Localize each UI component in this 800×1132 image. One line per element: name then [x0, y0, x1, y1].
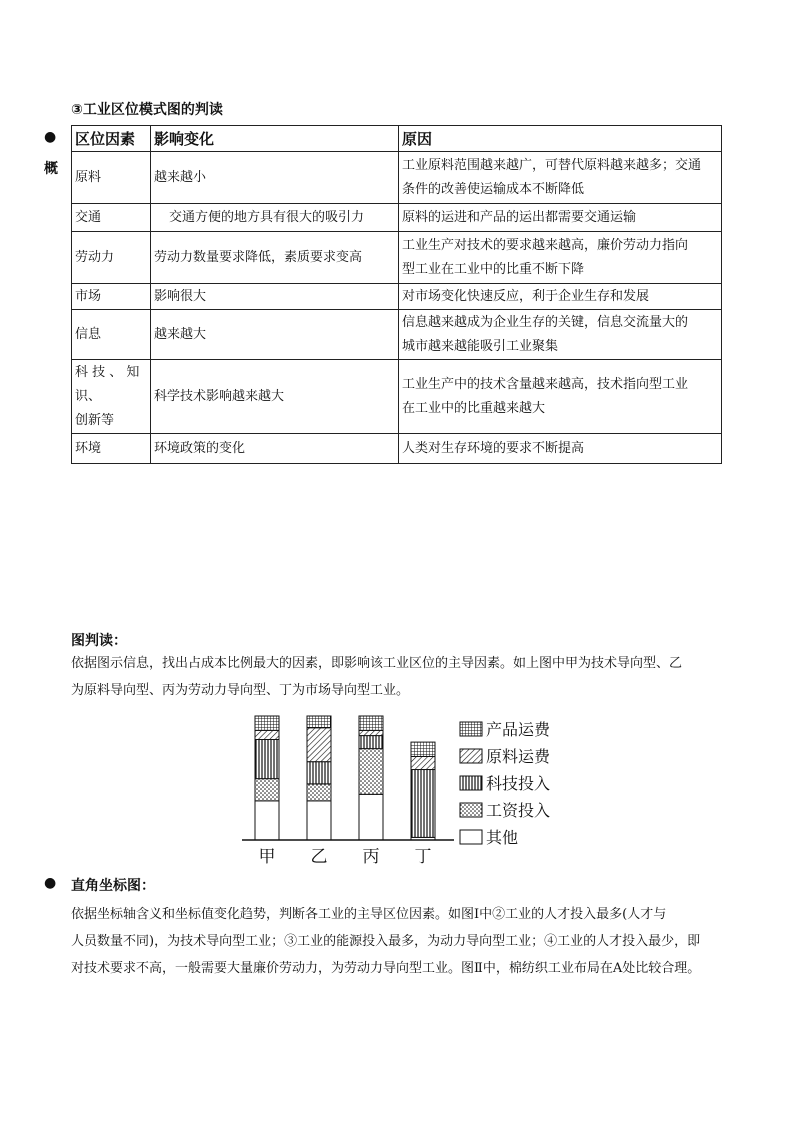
- change-cell: 越来越小: [151, 152, 399, 204]
- table-row: [72, 284, 722, 310]
- reason-cell: [399, 204, 722, 232]
- reason-cell: [399, 360, 722, 434]
- bar-segment-产品运费: [411, 742, 435, 756]
- bar-segment-其他: [307, 801, 331, 840]
- reason-line: 条件的改善使运输成本不断降低: [402, 181, 585, 197]
- change-cell: 影响很大: [151, 284, 399, 310]
- legend-swatch: [460, 830, 482, 844]
- reason-line: 原料的运进和产品的运出都需要交通运输: [402, 209, 637, 225]
- bullet-marker: ●: [44, 875, 57, 891]
- section-heading-coordinate-chart: 直角坐标图：: [71, 878, 155, 894]
- header-reason: 原因: [399, 126, 722, 152]
- bar-segment-产品运费: [359, 716, 383, 730]
- table-row: [72, 152, 722, 204]
- legend-swatch: [460, 776, 482, 790]
- bar-segment-工资投入: [359, 749, 383, 795]
- legend-swatch: [460, 722, 482, 736]
- bar-segment-原料运费: [411, 756, 435, 769]
- legend-label: 其他: [486, 828, 519, 847]
- reason-cell: [399, 434, 722, 464]
- location-factor-table: [71, 125, 722, 464]
- paragraph-line: 对技术要求不高，一般需要大量廉价劳动力，为劳动力导向型工业。图Ⅱ中，棉纺织工业布局在A处比较合理。: [71, 961, 701, 976]
- reason-line: 人类对生存环境的要求不断提高: [402, 440, 585, 456]
- factor-cell: 市场: [72, 284, 151, 310]
- change-cell: 越来越大: [151, 310, 399, 360]
- reason-line: 型工业在工业中的比重不断下降: [402, 261, 585, 277]
- header-factor: 区位因素: [72, 126, 151, 152]
- bar-segment-科技投入: [411, 770, 435, 838]
- paragraph-line: 为原料导向型、丙为劳动力导向型、丁为市场导向型工业。: [71, 683, 410, 698]
- reason-line: 工业生产对技术的要求越来越高，廉价劳动力指向: [402, 237, 689, 253]
- reason-line: 在工业中的比重越来越大: [402, 400, 546, 416]
- paragraph-line: 依据坐标轴含义和坐标值变化趋势，判断各工业的主导区位因素。如图Ⅰ中②工业的人才投入最多(人才与: [71, 907, 667, 922]
- paragraph-line: 依据图示信息，找出占成本比例最大的因素，即影响该工业区位的主导因素。如上图中甲为技术导向型、乙: [71, 656, 683, 671]
- factor-cell: 信息: [72, 310, 151, 360]
- bar-segment-其他: [359, 794, 383, 840]
- coordinate-chart-paragraph: [71, 901, 771, 982]
- factor-line: 识、: [75, 388, 102, 404]
- reason-line: 对市场变化快速反应，利于企业生存和发展: [402, 288, 650, 304]
- reason-cell: [399, 152, 722, 204]
- change-cell: 科学技术影响越来越大: [151, 360, 399, 434]
- table-header-row: [72, 126, 722, 152]
- bullet-marker: ●: [44, 129, 57, 145]
- bar-segment-工资投入: [307, 784, 331, 801]
- bar-segment-科技投入: [307, 762, 331, 784]
- legend-label: 工资投入: [486, 801, 551, 820]
- factor-cell: 原料: [72, 152, 151, 204]
- factor-cell: [72, 360, 151, 434]
- section-heading-chart-reading: 图判读：: [71, 633, 127, 649]
- bar-segment-原料运费: [255, 730, 279, 739]
- factor-line: 创新等: [75, 412, 115, 428]
- chart-reading-paragraph: [71, 650, 761, 704]
- cost-structure-chart: [240, 712, 560, 872]
- bar-segment-原料运费: [307, 728, 331, 762]
- change-cell: 劳动力数量要求降低，素质要求变高: [151, 232, 399, 284]
- stacked-bar-chart-svg: [240, 712, 560, 872]
- paragraph-line: 人员数量不同)，为技术导向型工业；③工业的能源投入最多，为动力导向型工业；④工业的人才投入最少，即: [71, 934, 701, 949]
- factor-line: 科 技 、 知: [75, 364, 140, 380]
- change-cell: 环境政策的变化: [151, 434, 399, 464]
- table-row: [72, 434, 722, 464]
- header-change: 影响变化: [151, 126, 399, 152]
- reason-line: 信息越来越成为企业生存的关键，信息交流量大的: [402, 314, 689, 330]
- category-label: 乙: [310, 847, 328, 867]
- table-row: [72, 204, 722, 232]
- legend-label: 产品运费: [486, 720, 551, 739]
- legend-label: 科技投入: [486, 774, 551, 793]
- category-label: 丁: [414, 847, 432, 867]
- bar-segment-原料运费: [359, 730, 383, 735]
- bar-segment-科技投入: [255, 739, 279, 778]
- reason-line: 工业原料范围越来越广，可替代原料越来越多；交通: [402, 157, 702, 173]
- category-label: 甲: [258, 847, 276, 867]
- table-row: [72, 310, 722, 360]
- factor-cell: 劳动力: [72, 232, 151, 284]
- reason-line: 工业生产中的技术含量越来越高，技术指向型工业: [402, 376, 689, 392]
- change-cell: 交通方便的地方具有很大的吸引力: [151, 204, 399, 232]
- side-label: 概: [44, 161, 58, 177]
- legend-swatch: [460, 749, 482, 763]
- reason-cell: [399, 310, 722, 360]
- table-row: [72, 232, 722, 284]
- legend-swatch: [460, 803, 482, 817]
- reason-line: 城市越来越能吸引工业聚集: [402, 338, 559, 354]
- factor-cell: 交通: [72, 204, 151, 232]
- bar-segment-工资投入: [255, 779, 279, 801]
- bar-segment-产品运费: [255, 716, 279, 730]
- section-heading-model-diagram: ③工业区位模式图的判读: [71, 102, 223, 118]
- bar-segment-其他: [255, 801, 279, 840]
- bar-segment-产品运费: [307, 716, 331, 728]
- bar-segment-科技投入: [359, 736, 383, 749]
- table-row: [72, 360, 722, 434]
- factor-cell: 环境: [72, 434, 151, 464]
- reason-cell: [399, 284, 722, 310]
- legend-label: 原料运费: [486, 747, 551, 766]
- category-label: 丙: [362, 847, 380, 867]
- reason-cell: [399, 232, 722, 284]
